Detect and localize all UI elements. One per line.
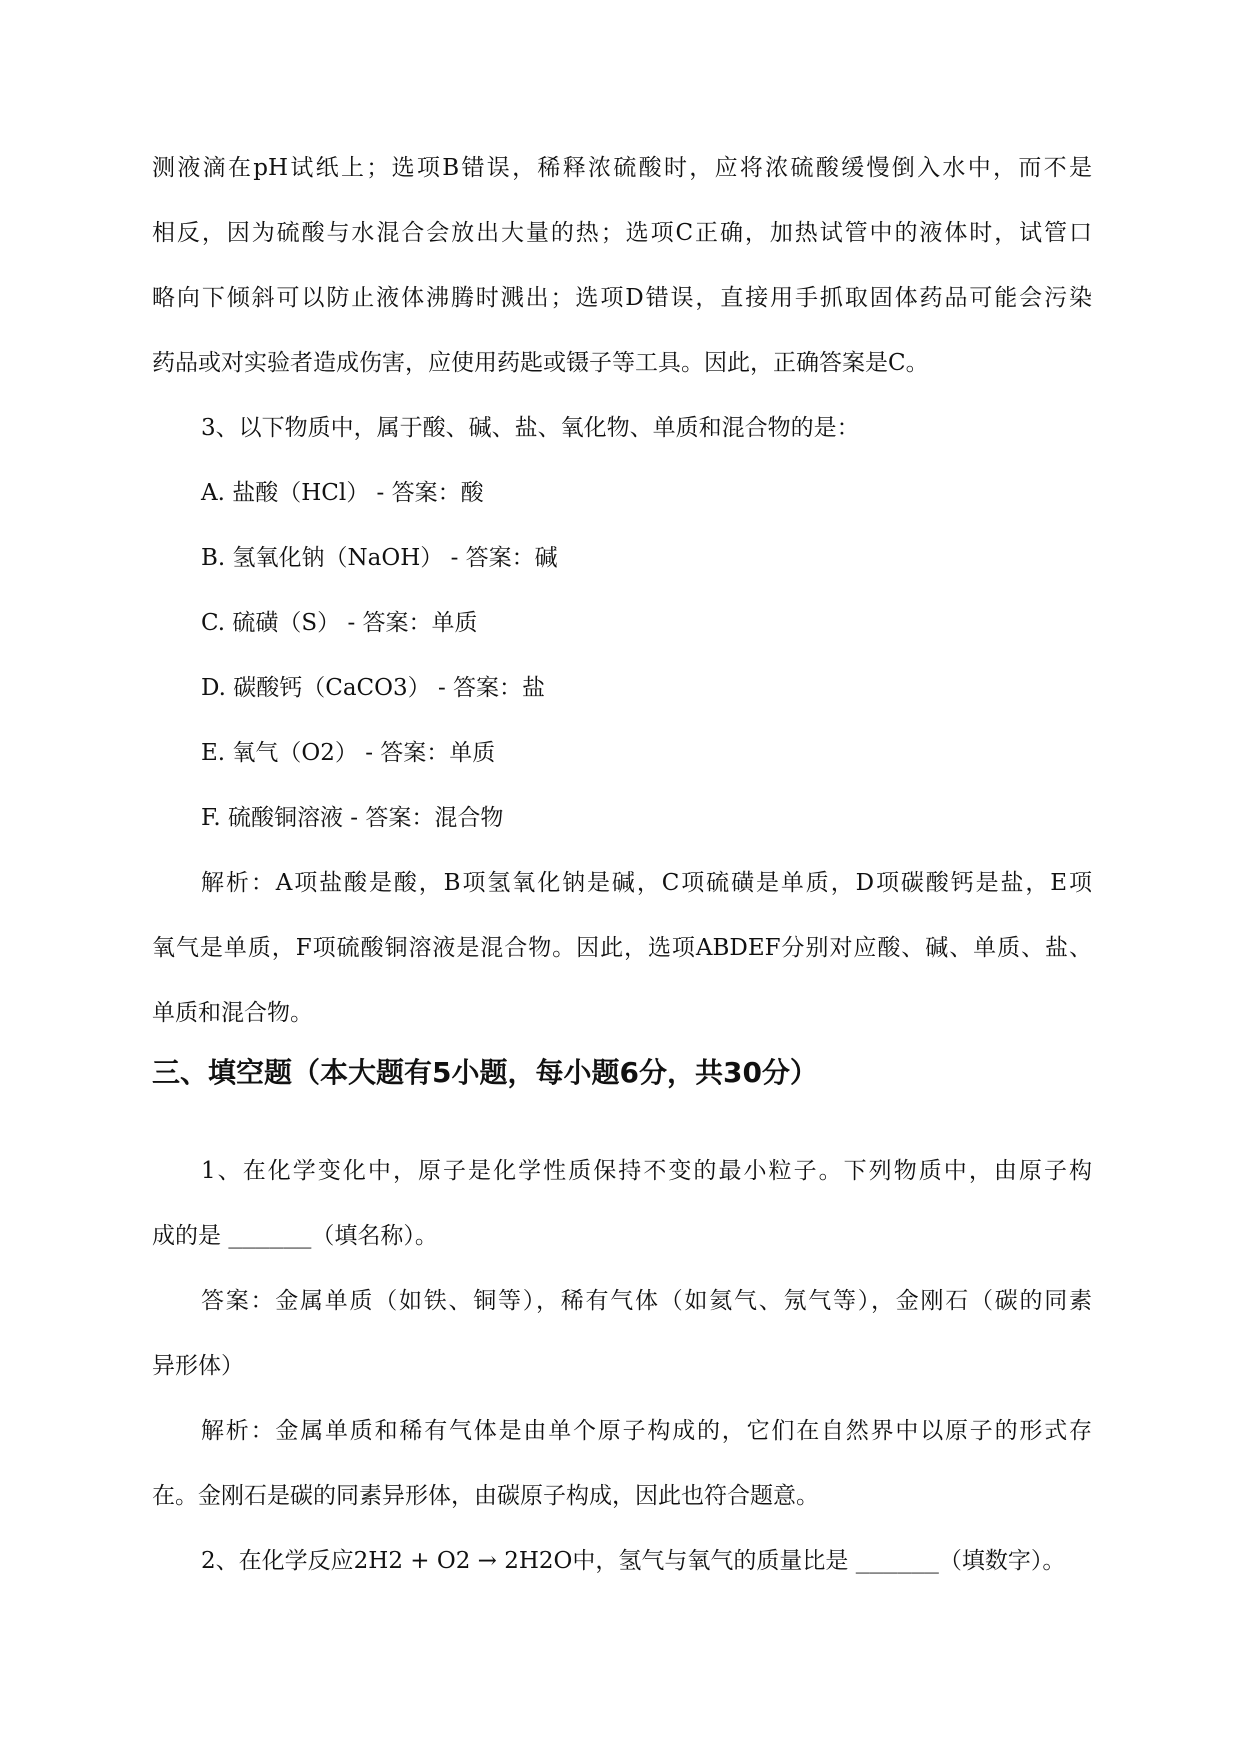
analysis-line: 解析：A项盐酸是酸，B项氢氧化钠是碱，C项硫磺是单质，D项碳酸钙是盐，E项: [201, 870, 1092, 896]
stem-text: 成的是: [152, 1223, 229, 1249]
option-c: C. 硫磺（S） - 答案：单质: [201, 610, 478, 636]
question-stem: 3、以下物质中，属于酸、碱、盐、氧化物、单质和混合物的是：: [201, 415, 860, 441]
paragraph-line: 相反，因为硫酸与水混合会放出大量的热；选项C正确，加热试管中的液体时，试管口: [152, 220, 1092, 246]
option-f: F. 硫酸铜溶液 - 答案：混合物: [201, 805, 504, 831]
question-stem: [201, 1546, 1065, 1576]
analysis-line: 在。金刚石是碳的同素异形体，由碳原子构成，因此也符合题意。: [152, 1483, 819, 1509]
option-a: A. 盐酸（HCl） - 答案：酸: [201, 480, 484, 506]
answer-line: 异形体）: [152, 1353, 244, 1379]
answer-line: 答案：金属单质（如铁、铜等），稀有气体（如氦气、氖气等），金刚石（碳的同素: [201, 1288, 1092, 1314]
answer-blank: ______: [228, 1223, 312, 1249]
paragraph-line: 药品或对实验者造成伤害，应使用药匙或镊子等工具。因此，正确答案是C。: [152, 350, 929, 376]
question-stem: 1、在化学变化中，原子是化学性质保持不变的最小粒子。下列物质中，由原子构: [201, 1158, 1092, 1184]
option-e: E. 氧气（O2） - 答案：单质: [201, 740, 496, 766]
stem-text: （填数字）。: [938, 1548, 1066, 1574]
option-d: D. 碳酸钙（CaCO3） - 答案：盐: [201, 675, 546, 701]
analysis-line: 氧气是单质，F项硫酸铜溶液是混合物。因此，选项ABDEF分别对应酸、碱、单质、盐、: [152, 935, 1092, 961]
analysis-line: 单质和混合物。: [152, 1000, 313, 1026]
stem-text: （填名称）。: [311, 1223, 438, 1249]
paragraph-line: 测液滴在pH试纸上；选项B错误，稀释浓硫酸时，应将浓硫酸缓慢倒入水中，而不是: [152, 155, 1092, 181]
question-stem-continued: [152, 1221, 438, 1251]
option-b: B. 氢氧化钠（NaOH） - 答案：碱: [201, 545, 558, 571]
section-heading: 三、填空题（本大题有5小题，每小题6分，共30分）: [152, 1056, 818, 1089]
answer-blank: ______: [855, 1548, 939, 1574]
stem-text: 2、在化学反应2H2 + O2 → 2H2O中，氢气与氧气的质量比是: [201, 1548, 856, 1574]
analysis-line: 解析：金属单质和稀有气体是由单个原子构成的，它们在自然界中以原子的形式存: [201, 1418, 1092, 1444]
paragraph-line: 略向下倾斜可以防止液体沸腾时溅出；选项D错误，直接用手抓取固体药品可能会污染: [152, 285, 1092, 311]
